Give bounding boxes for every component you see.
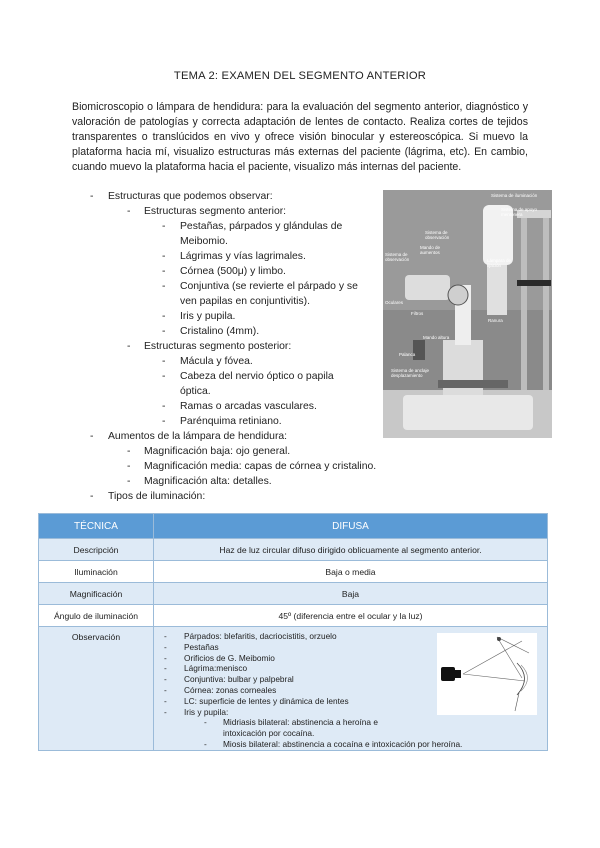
outline-item: - Lágrimas y vías lagrimales. (162, 251, 306, 262)
outline-item: Meibomio. (180, 236, 228, 247)
outline-item: - Estructuras segmento posterior: (127, 341, 292, 352)
list-item: - Conjuntiva: bulbar y palpebral (164, 674, 294, 685)
photo-label: Mando de aumentos (420, 245, 441, 255)
outline-item: - Iris y pupila. (162, 311, 236, 322)
list-item: - Lágrima:menisco (164, 663, 248, 674)
photo-label: Palanca (399, 352, 416, 357)
row-label: Ángulo de iluminación (39, 605, 154, 627)
outline-item: - Tipos de iluminación: (90, 491, 206, 502)
outline-item: - Magnificación baja: ojo general. (127, 446, 291, 457)
outline-item: ven papilas en conjuntivitis). (180, 296, 310, 307)
table-header-technique: TÉCNICA (39, 514, 154, 539)
list-item: - Pestañas (164, 641, 219, 652)
outline-item: - Conjuntiva (se revierte el párpado y se (162, 281, 358, 292)
table-header-diffuse: DIFUSA (154, 514, 548, 539)
photo-label: Sistema de apoyo mentonera (501, 207, 538, 217)
outline-item: - Pestañas, párpados y glándulas de (162, 221, 343, 232)
list-item: - Párpados: blefaritis, dacriocistitis, orzuelo (164, 631, 337, 641)
photo-label: Sistema de observación (425, 230, 450, 240)
row-value: Baja (154, 583, 548, 605)
row-label: Magnificación (39, 583, 154, 605)
photo-label: Lámpara de fijación (487, 258, 512, 268)
list-item: - Miosis bilateral: abstinencia a cocaína e intoxicación por heroína. (204, 738, 463, 749)
row-label: Iluminación (39, 561, 154, 583)
outline-item: - Estructuras segmento anterior: (127, 206, 287, 217)
slit-lamp-illustration (383, 190, 552, 438)
row-value: Haz de luz circular difuso dirigido oblicuamente al segmento anterior. (154, 539, 548, 561)
outline-item: - Magnificación alta: detalles. (127, 476, 272, 487)
table-row (39, 561, 548, 583)
row-value: 45º (diferencia entre el ocular y la luz) (154, 605, 548, 627)
list-item: - Iris y pupila: (164, 706, 229, 717)
photo-label: Sistema de observación (385, 252, 410, 262)
outline-item: - Aumentos de la lámpara de hendidura: (90, 431, 288, 442)
page-title: TEMA 2: EXAMEN DEL SEGMENTO ANTERIOR (173, 70, 427, 82)
observation-cell (154, 627, 548, 751)
outline-item: - Ramas o arcadas vasculares. (162, 401, 317, 412)
list-item: intoxicación por cocaína. (223, 728, 315, 739)
outline-item: - Magnificación media: capas de córnea y cristalino. (127, 461, 377, 472)
slit-lamp-photo (383, 190, 552, 438)
outline-item: - Estructuras que podemos observar: (90, 191, 273, 202)
outline-item: - Parénquima retiniano. (162, 416, 282, 427)
row-label: Descripción (39, 539, 154, 561)
outline-item: - Córnea (500μ) y limbo. (162, 266, 286, 277)
photo-label: Oculares (385, 300, 404, 305)
diffuse-illumination-diagram (437, 633, 537, 715)
list-item: - LC: superficie de lentes y dinámica de lentes (164, 695, 349, 706)
row-value: Baja o media (154, 561, 548, 583)
structures-outline (72, 189, 392, 504)
outline-item: - Cristalino (4mm). (162, 326, 260, 337)
observation-label: Observación (39, 627, 154, 751)
illumination-table (38, 513, 548, 751)
list-item: - Córnea: zonas corneales (164, 684, 277, 695)
outline-item: - Mácula y fóvea. (162, 356, 253, 367)
list-item: - Midriasis bilateral: abstinencia a heroína e (204, 717, 378, 728)
intro-paragraph: Biomicroscopio o lámpara de hendidura: para la evaluación del segmento anterior, diagnóstico y valoración de patologías y correcta adaptación de lentes de contacto. Realiza cortes de tejidos transparentes o translúcidos en vivo y ofrece visión binocular y estereoscópica. Si muevo la plataforma hacia mí, visualizo estructuras más externas del paciente (lágrima, etc). En cambio, cuando muevo la plataforma hacia el paciente, visualizo más internas del paciente. (72, 101, 528, 173)
photo-label: Ranura (488, 318, 503, 323)
photo-label: Filtros (411, 311, 424, 316)
table-row (39, 539, 548, 561)
photo-label: Mando altura (423, 335, 450, 340)
table-row (39, 583, 548, 605)
photo-label: Sistema de anclaje desplazamiento (391, 368, 430, 378)
outline-item: óptica. (180, 386, 211, 397)
list-item: - Orificios de G. Meibomio (164, 652, 275, 663)
table-row (39, 605, 548, 627)
table-row (39, 627, 548, 751)
outline-item: - Cabeza del nervio óptico o papila (162, 371, 334, 382)
photo-label: Sistema de iluminación (491, 193, 538, 198)
